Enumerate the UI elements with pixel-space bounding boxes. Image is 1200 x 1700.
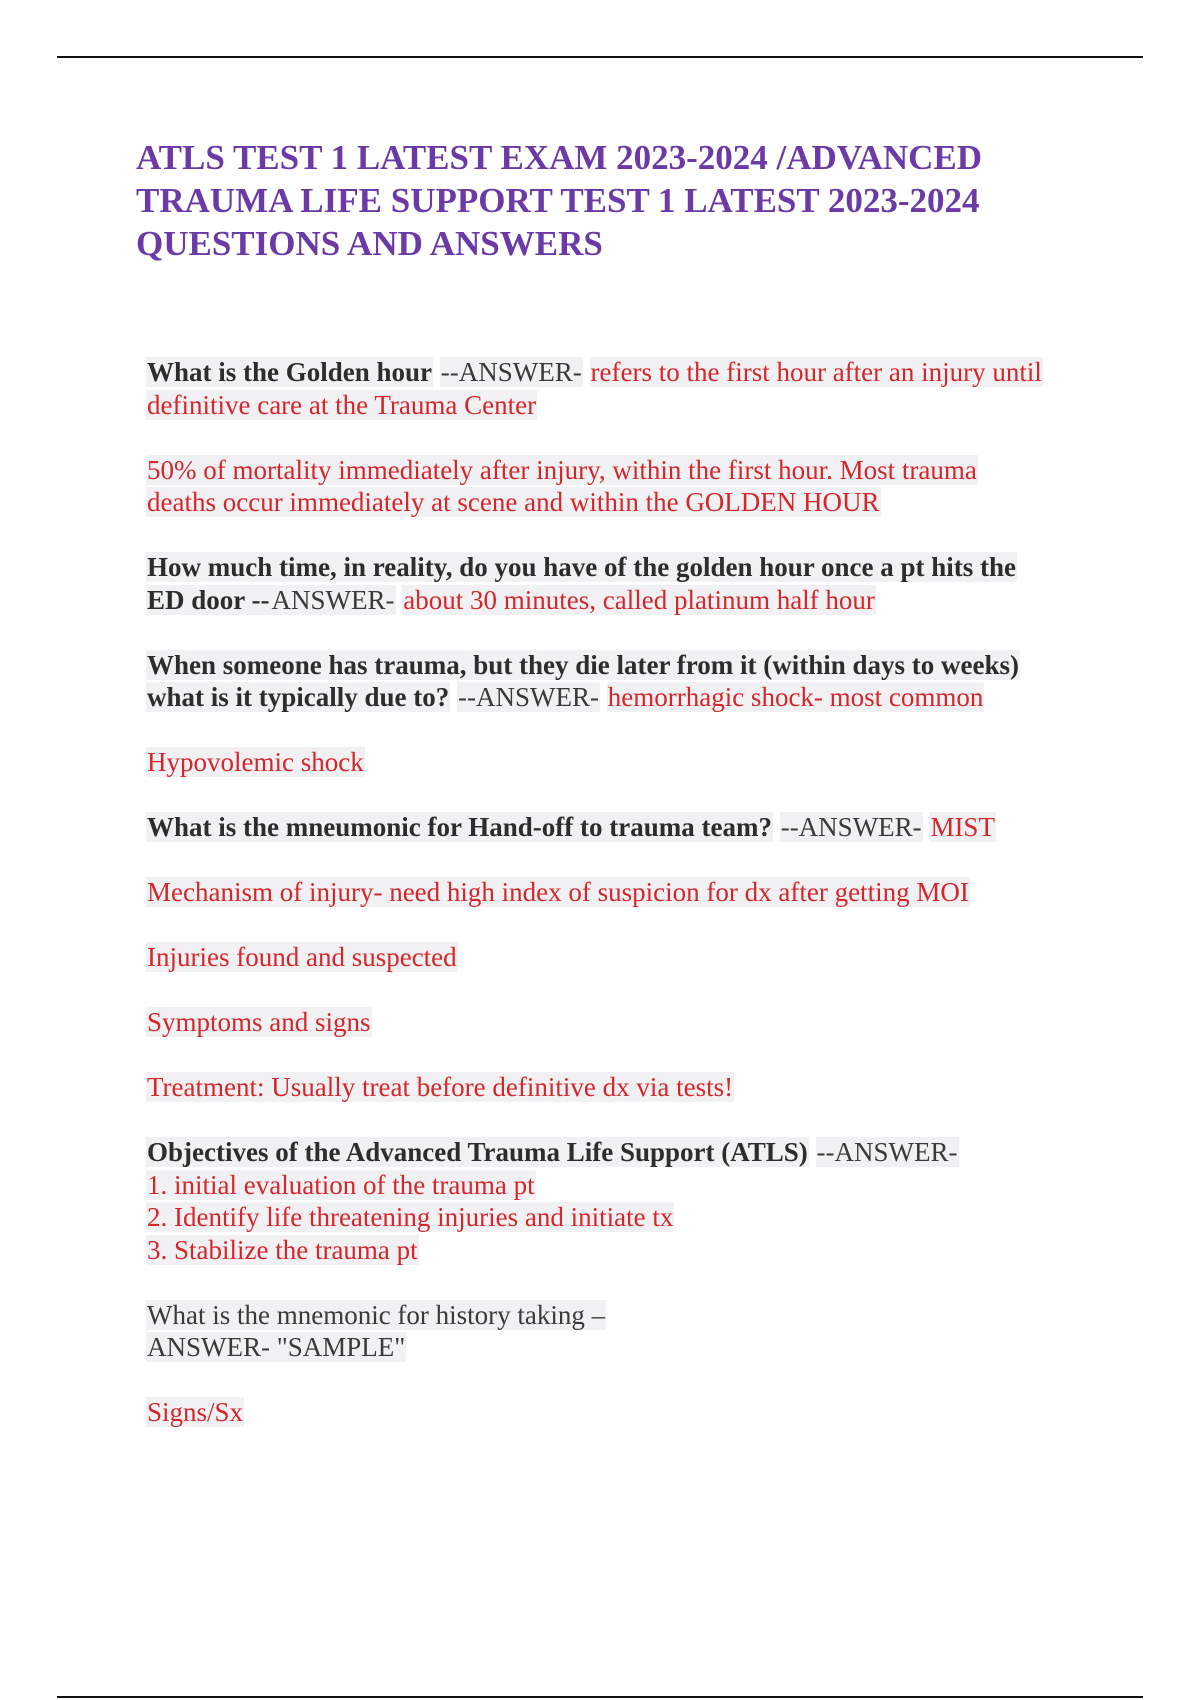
answer-text: 50% of mortality immediately after injury, within the first hour. Most trauma [147, 454, 977, 485]
answer-paragraph [146, 746, 1106, 779]
title-line: QUESTIONS AND ANSWERS [136, 224, 603, 263]
page-title [136, 136, 1096, 265]
answer-text: Mechanism of injury- need high index of suspicion for dx after getting MOI [147, 877, 969, 907]
answer-marker: --ANSWER- [780, 812, 922, 842]
qa-item-mist [146, 811, 1106, 844]
answer-text: refers to the first hour after an injury until [590, 357, 1042, 387]
answer-text: definitive care at the Trauma Center [147, 389, 537, 420]
answer-marker: --ANSWER- [816, 1137, 958, 1167]
answer-text: deaths occur immediately at scene and within the GOLDEN HOUR [147, 487, 880, 517]
qa-item-golden-hour [146, 356, 1106, 421]
answer-text: hemorrhagic shock- most common [607, 682, 984, 712]
top-rule [57, 56, 1143, 58]
qa-item-platinum-half-hour [146, 551, 1106, 616]
title-line: TRAUMA LIFE SUPPORT TEST 1 LATEST 2023-2024 [136, 181, 980, 220]
answer-paragraph [146, 1071, 1106, 1104]
qa-item-sample [146, 1299, 1106, 1364]
question-text: What is the mnemonic for history taking – [147, 1299, 606, 1330]
answer-paragraph [146, 876, 1106, 909]
answer-paragraph [146, 454, 1106, 519]
question-text: ED door -- [147, 584, 270, 615]
title-line: ATLS TEST 1 LATEST EXAM 2023-2024 /ADVANCED [136, 138, 983, 177]
question-text: Objectives of the Advanced Trauma Life Support (ATLS) [147, 1137, 808, 1167]
question-text: When someone has trauma, but they die later from it (within days to weeks) [147, 649, 1019, 680]
qa-item-atls-objectives [146, 1136, 1106, 1266]
answer-text: Treatment: Usually treat before definitive dx via tests! [147, 1072, 734, 1102]
question-text: What is the Golden hour [147, 357, 433, 387]
answer-paragraph [146, 1396, 1106, 1429]
answer-text: Injuries found and suspected [147, 942, 457, 972]
answer-text: Hypovolemic shock [147, 747, 364, 777]
answer-marker: --ANSWER- [458, 682, 599, 712]
answer-text: MIST [930, 812, 995, 842]
answer-marker: ANSWER- [271, 584, 395, 615]
question-text: what is it typically due to? [147, 682, 450, 712]
qa-content [146, 356, 1106, 1461]
answer-paragraph [146, 941, 1106, 974]
qa-item-late-death [146, 649, 1106, 714]
question-text: How much time, in reality, do you have of the golden hour once a pt hits the [147, 552, 1017, 582]
answer-text: about 30 minutes, called platinum half hour [403, 584, 875, 615]
answer-text: 2. Identify life threatening injuries and initiate tx [147, 1202, 674, 1232]
answer-text: 1. initial evaluation of the trauma pt [147, 1169, 535, 1200]
question-text: ANSWER- "SAMPLE" [147, 1332, 406, 1362]
answer-text: 3. Stabilize the trauma pt [147, 1234, 418, 1265]
question-text: What is the mneumonic for Hand-off to trauma team? [147, 812, 772, 842]
answer-text: Signs/Sx [147, 1397, 244, 1427]
answer-marker: --ANSWER- [440, 357, 582, 387]
answer-paragraph [146, 1006, 1106, 1039]
answer-text: Symptoms and signs [147, 1007, 371, 1037]
bottom-rule [57, 1696, 1143, 1698]
